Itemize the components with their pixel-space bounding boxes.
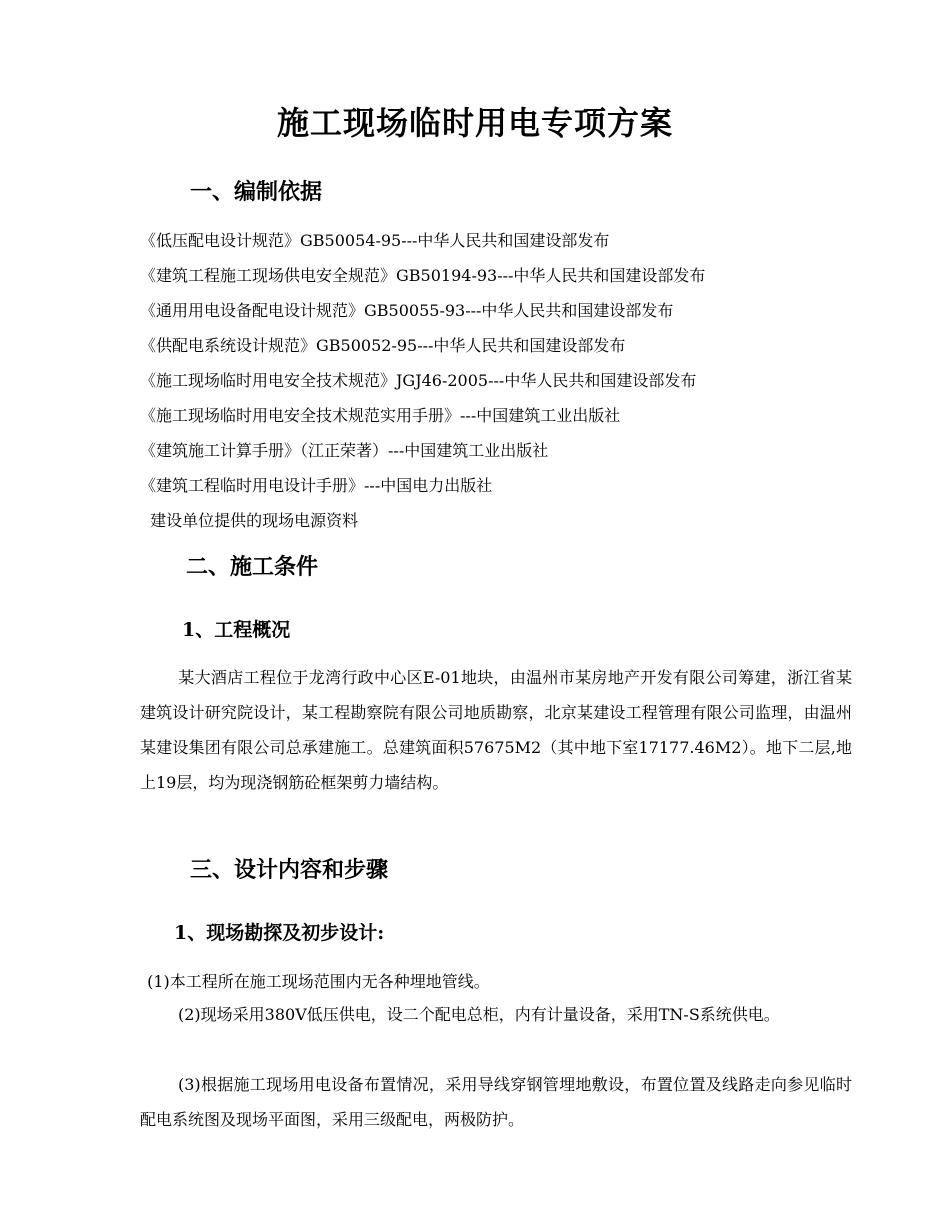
reference-line: 《通用用电设备配电设计规范》GB50055-93---中华人民共和国建设部发布 <box>140 301 674 320</box>
design-item: (1)本工程所在施工现场范围内无各种埋地管线。 <box>142 972 490 991</box>
section-heading-design: 三、设计内容和步骤 <box>190 857 389 883</box>
overview-paragraph: 某大酒店工程位于龙湾行政中心区E-01地块，由温州市某房地产开发有限公司筹建，浙江省某建筑设计研究院设计，某工程勘察院有限公司地质勘察，北京某建设工程管理有限公司监理，由温州某建设集团有限公司总承建施工。总建筑面积57675M2（其中地下室17177.46M2）。地下二层,地上19层，均为现浇钢筋砼框架剪力墙结构。 <box>140 668 852 792</box>
subsection-heading-overview: 1、工程概况 <box>182 619 291 641</box>
section-heading-conditions: 二、施工条件 <box>186 554 319 580</box>
reference-line: 《施工现场临时用电安全技术规范》JGJ46-2005---中华人民共和国建设部发布 <box>140 371 697 390</box>
reference-line: 《供配电系统设计规范》GB50052-95---中华人民共和国建设部发布 <box>140 336 626 355</box>
reference-line: 《施工现场临时用电安全技术规范实用手册》---中国建筑工业出版社 <box>140 406 621 425</box>
document-title: 施工现场临时用电专项方案 <box>276 104 673 142</box>
reference-line: 建设单位提供的现场电源资料 <box>140 511 359 530</box>
reference-line: 《建筑工程施工现场供电安全规范》GB50194-93---中华人民共和国建设部发布 <box>140 266 706 285</box>
reference-line: 《建筑工程临时用电设计手册》---中国电力出版社 <box>140 476 493 495</box>
reference-line: 《建筑施工计算手册》（江正荣著）---中国建筑工业出版社 <box>140 441 549 460</box>
design-item: (3)根据施工现场用电设备布置情况，采用导线穿钢管埋地敷设，布置位置及线路走向参见临时配电系统图及现场平面图，采用三级配电，两极防护。 <box>140 1075 852 1129</box>
reference-line: 《低压配电设计规范》GB50054-95---中华人民共和国建设部发布 <box>140 231 610 250</box>
design-item: (2)现场采用380V低压供电，设二个配电总柜，内有计量设备，采用TN-S系统供电。 <box>178 1005 780 1024</box>
subsection-heading-survey: 1、现场勘探及初步设计: <box>174 922 385 944</box>
section-heading-basis: 一、编制依据 <box>190 179 323 205</box>
